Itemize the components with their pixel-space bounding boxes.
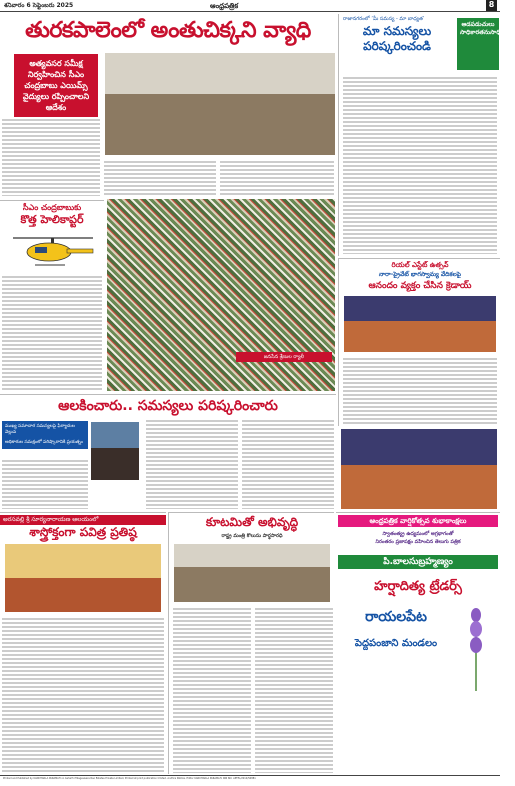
grievance-headline: ఆలకించారు.. సమస్యలు పరిష్కరించారు	[58, 398, 278, 414]
lavender-icon	[456, 603, 496, 693]
heli-body	[2, 275, 102, 391]
right-top-side: ఆడపడుచులు సాధికారతనుసాధించాలి	[457, 18, 499, 70]
kutami-story	[168, 512, 334, 774]
temple-kicker: అరసవల్లి శ్రీ సూర్యనారాయణ ఆలయంలో	[0, 515, 166, 525]
ad-place-2: పెద్దపంజాని మండలం	[354, 638, 438, 649]
helicopter-icon	[5, 232, 101, 272]
heli-headline: కొత్త హెలికాప్టర్‌	[20, 213, 84, 226]
realestate-body	[343, 357, 497, 425]
right-top-story	[338, 14, 515, 256]
grievance-body-col-1	[2, 459, 88, 509]
grievance-bullet: అధికారుల సమక్షంలో పరిష్కారానికి ప్రయత్నం	[5, 440, 83, 445]
realestate-deck: నారా-ప్రైవేట్‌ భాగస్వామ్య వేదికలపై	[378, 271, 462, 278]
realestate-kicker: రియల్‌ ఎస్టేట్‌ ఉత్సవ్	[391, 261, 449, 269]
ad-line-2: నిరంతరం ప్రజాపక్షం వహించిన తెలుగు పత్రిక	[375, 539, 461, 545]
lead-story	[0, 14, 336, 198]
right-top-body	[343, 76, 497, 254]
imprint-text: Printed and Published by KANCHARLA PARAMAH on behalf of Nageswara Rao Estates Private Limited, Printed at print publication limited. Andhra Patrika. Editor KANCHARLA PARAMAH. RNI NO: APTEL/2014/56881	[3, 777, 256, 780]
ad-company: హర్షాదిత్య ట్రేడర్స్‌	[374, 579, 462, 594]
ad-banner: ఆంధ్రపత్రిక వార్షికోత్సవ శుభాకాంక్షలు	[338, 515, 498, 527]
right-top-headline: మా సమస్యలు పరిష్కరించండి	[362, 24, 432, 53]
kutami-headline: కూటమితో అభివృద్ధి	[205, 515, 299, 529]
kutami-photo	[173, 543, 331, 603]
grievance-story	[0, 394, 336, 510]
ad-name: పి.బాలసుబ్రహ్మణ్యం	[338, 555, 498, 569]
grievance-body-col-2	[146, 419, 238, 509]
temple-body	[2, 617, 164, 773]
grievance-bullet: ముఖ్య సమాచార సమస్యలపై ఫిర్యాదుల వెల్లువ	[5, 424, 75, 435]
meeting-photo	[104, 52, 336, 156]
lead-headline: తురకపాలెంలో అంతుచిక్కని వ్యాధి	[25, 18, 311, 43]
official-photo	[90, 421, 140, 481]
imprint-footer	[0, 775, 500, 786]
rally-photo	[106, 198, 336, 392]
lead-deck: అత్యవసర సమీక్ష నిర్వహించిన సీఎం చంద్రబాబు ఎయిమ్స్‌ వైద్యులు రప్పించాలని ఆదేశం	[14, 54, 98, 117]
heli-story	[0, 200, 104, 392]
masthead: ఆంధ్రపత్రిక	[210, 1, 239, 10]
right-top-kicker: రాజానగరంలో ‘మీ సమస్య - మా బాధ్యత’	[343, 16, 425, 22]
ad-line-1: స్వాతంత్య్ర ఉద్యమంలో అగ్రభాగంతో	[382, 531, 454, 537]
ad-place-1: రాయలపేట	[365, 609, 427, 625]
grievance-bullets	[2, 421, 88, 449]
lead-body-col-1	[2, 118, 100, 196]
kutami-body-col-1	[173, 607, 251, 773]
lead-body-col-2	[104, 160, 216, 196]
temple-story	[0, 512, 166, 774]
kutami-deck: రాష్ట్ర మంత్రి కొలుసు పార్థసారధి	[221, 533, 283, 539]
temple-headline: శాస్త్రోక్తంగా పవిత్ర ప్రతిష్ఠ	[29, 525, 137, 539]
honour-photo	[340, 428, 498, 510]
realestate-story	[338, 258, 500, 426]
credai-photo	[343, 295, 497, 353]
heli-headline-small: సీఎం చంద్రబాబుకు	[22, 203, 82, 212]
issue-date: శనివారం 6 సెప్టెంబరు 2025	[4, 2, 74, 9]
rally-caption: జనసేన శ్రేణుల ర్యాలీ	[236, 352, 332, 362]
realestate-headline: ఆనందం వ్యక్తం చేసిన క్రెడాయ్‌	[368, 281, 472, 291]
anniversary-ad	[336, 512, 500, 774]
page-header	[0, 0, 500, 12]
page-number: 8	[486, 0, 497, 11]
lead-body-col-3	[220, 160, 334, 196]
kutami-body-col-2	[255, 607, 333, 773]
temple-photo	[4, 543, 162, 613]
grievance-body-col-3	[242, 419, 334, 509]
helicopter-image	[4, 231, 100, 271]
